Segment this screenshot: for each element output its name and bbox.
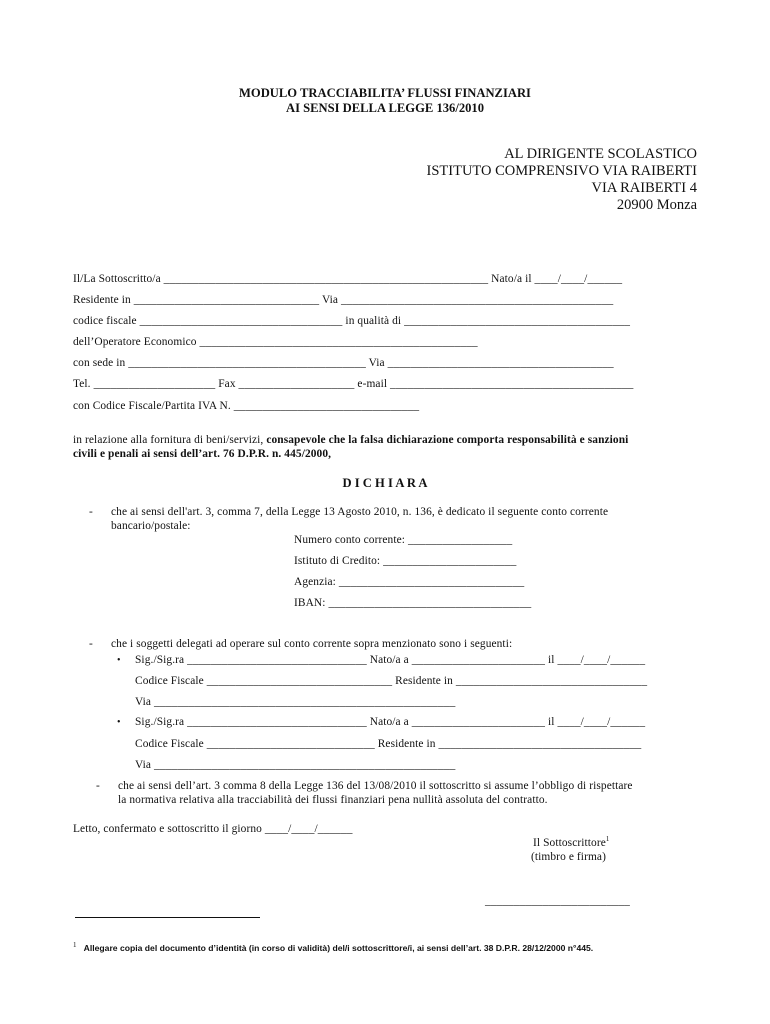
section1-line2: bancario/postale: xyxy=(111,520,191,532)
document-title-line2: AI SENSI DELLA LEGGE 136/2010 xyxy=(285,101,485,115)
numero-conto-field[interactable]: Numero conto corrente: __________________ xyxy=(294,534,513,546)
sottoscrittore-label xyxy=(533,836,610,850)
relation-line1 xyxy=(73,433,628,447)
recipient-line4: 20900 Monza xyxy=(616,197,697,213)
bullet-person2: • xyxy=(117,717,121,728)
sede-field[interactable]: con sede in _________________________________________ Via _______________________________________ xyxy=(73,357,614,369)
section2-intro: che i soggetti delegati ad operare sul conto corrente sopra menzionato sono i seguenti: xyxy=(111,638,513,650)
person2-via-field[interactable]: Via ____________________________________________________ xyxy=(135,759,456,771)
bullet-person1: • xyxy=(117,655,121,666)
footnote-separator xyxy=(75,917,260,918)
person1-cf-field[interactable]: Codice Fiscale ________________________________ Residente in _________________________________ xyxy=(135,675,648,687)
operatore-economico-field[interactable]: dell’Operatore Economico ________________________________________________ xyxy=(73,336,478,348)
person2-cf-field[interactable]: Codice Fiscale _____________________________ Residente in ___________________________________ xyxy=(135,738,642,750)
footnote xyxy=(73,942,593,954)
signature-line[interactable]: _________________________ xyxy=(485,895,630,907)
iban-field[interactable]: IBAN: ___________________________________ xyxy=(294,597,532,609)
document-title-line1: MODULO TRACCIABILITA’ FLUSSI FINANZIARI xyxy=(239,86,531,100)
sottoscrittore-text: Il Sottoscrittore xyxy=(533,837,606,849)
section1-dash: - xyxy=(89,506,93,518)
footnote-text: Allegare copia del documento d’identità (in corso di validità) del/i sottoscrittore/i, ai sensi dell’art. 38 D.P.R. 28/12/2000 n°445. xyxy=(83,943,594,953)
section2-dash: - xyxy=(89,638,93,650)
person1-sig-field[interactable]: Sig./Sig.ra _______________________________ Nato/a a _______________________ il ____/____/______ xyxy=(135,654,646,666)
person1-via-field[interactable]: Via ____________________________________________________ xyxy=(135,696,456,708)
contacts-field[interactable]: Tel. _____________________ Fax ____________________ e-mail __________________________________________ xyxy=(73,378,634,390)
relation-bold-2: civili e penali ai sensi dell’art. 76 D.P.R. n. 445/2000, xyxy=(73,448,332,460)
sottoscritto-field[interactable]: Il/La Sottoscritto/a ________________________________________________________ Nato/a il ____/____/______ xyxy=(73,273,623,285)
agenzia-field[interactable]: Agenzia: ________________________________ xyxy=(294,576,525,588)
partita-iva-field[interactable]: con Codice Fiscale/Partita IVA N. ________________________________ xyxy=(73,400,420,412)
letto-date-field[interactable]: Letto, confermato e sottoscritto il giorno ____/____/______ xyxy=(73,823,353,835)
section3-dash: - xyxy=(96,780,100,792)
person2-sig-field[interactable]: Sig./Sig.ra _______________________________ Nato/a a _______________________ il ____/____/______ xyxy=(135,716,646,728)
recipient-line1: AL DIRIGENTE SCOLASTICO xyxy=(504,146,697,162)
section3-line1: che ai sensi dell’art. 3 comma 8 della Legge 136 del 13/08/2010 il sottoscritto si assume l’obbligo di rispettare xyxy=(118,780,633,792)
recipient-line2: ISTITUTO COMPRENSIVO VIA RAIBERTI xyxy=(426,163,697,179)
residente-field[interactable]: Residente in ________________________________ Via _______________________________________________ xyxy=(73,294,614,306)
relation-text: in relazione alla fornitura di beni/servizi, xyxy=(73,434,267,446)
footnote-mark: 1 xyxy=(73,941,77,950)
section1-line1: che ai sensi dell'art. 3, comma 7, della Legge 13 Agosto 2010, n. 136, è dedicato il seguente conto corrente xyxy=(111,506,609,518)
codice-fiscale-field[interactable]: codice fiscale ___________________________________ in qualità di _______________________________________ xyxy=(73,315,631,327)
timbro-label: (timbro e firma) xyxy=(531,851,606,863)
footnote-ref: 1 xyxy=(605,835,610,844)
istituto-credito-field[interactable]: Istituto di Credito: _______________________ xyxy=(294,555,517,567)
recipient-line3: VIA RAIBERTI 4 xyxy=(591,180,697,196)
relation-bold-1: consapevole che la falsa dichiarazione comporta responsabilità e sanzioni xyxy=(266,434,629,446)
section3-line2: la normativa relativa alla tracciabilità dei flussi finanziari pena nullità assoluta del contratto. xyxy=(118,794,548,806)
dichiara-heading: D I C H I A R A xyxy=(342,476,428,490)
